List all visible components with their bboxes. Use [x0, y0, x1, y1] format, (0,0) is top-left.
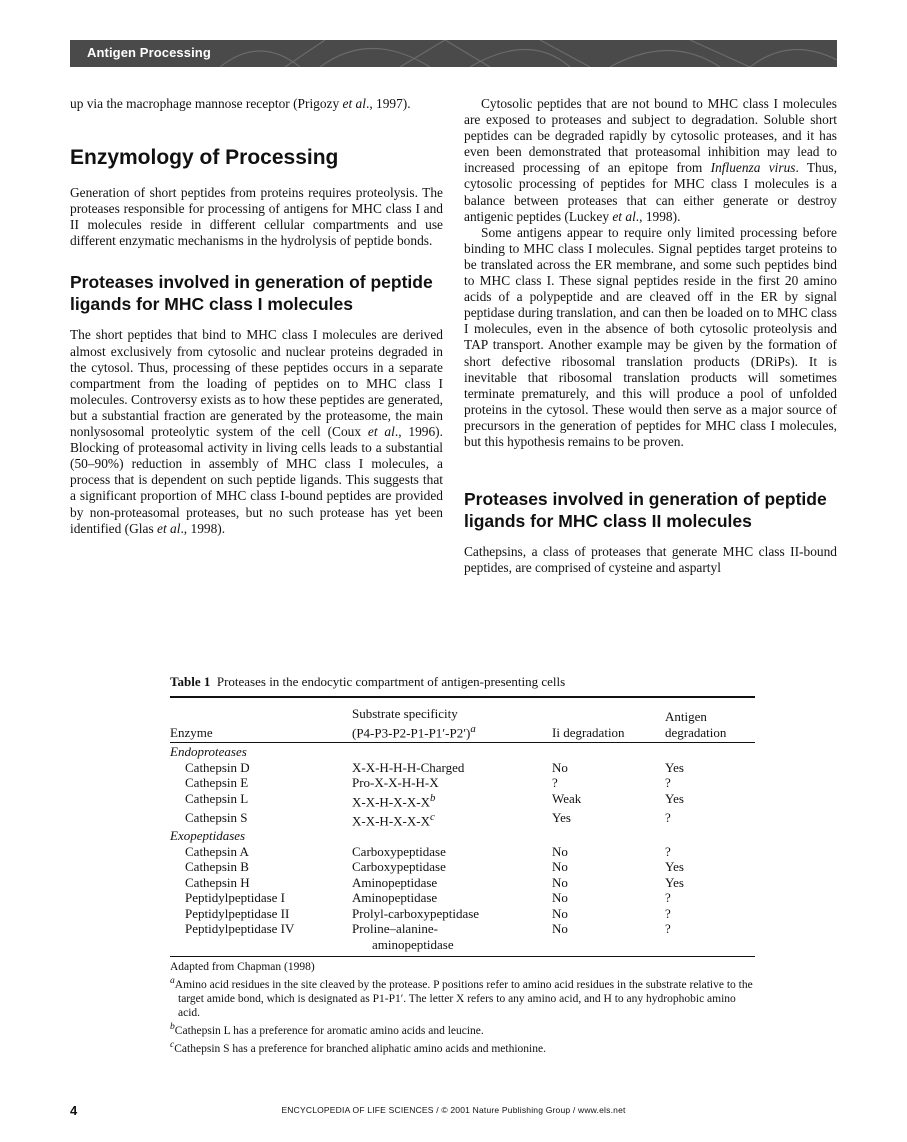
header-ii-degradation: Ii degradation	[552, 724, 625, 740]
subsection-title-class-i: Proteases involved in generation of peptide ligands for MHC class I molecules	[70, 272, 433, 315]
cell-ii-degradation: ?	[552, 775, 558, 791]
cell-substrate: X-X-H-H-H-Charged	[352, 759, 465, 775]
table-footnote: $^a$Amino acid residues in the site cleaved by the protease. P positions refer to amino acid residues in the substrate relative to the target amide bond, which is designated as P1-P1′. The letter X refers to any amino acid, and H to any hydrophobic amino acid.	[170, 975, 753, 1020]
subsection-paragraph: The short peptides that bind to MHC class I molecules are derived almost exclusively from cytosolic and nuclear proteins degraded in the cytosol. Thus, processing of these peptides occurs in a separate compartment from the loading of peptides on to MHC class I molecules. Controversy exists as to how these peptides are generated, but a substantial fraction are generated by the proteasome, the main nonlysosomal proteolytic system of the cell (Coux et al., 1996). Blocking of proteasomal activity in living cells leads to a substantial (50–90%) reduction in assembly of MHC class I molecules, a process that is dependent on such peptide ligands. This suggests that a significant proportion of MHC class I-bound peptides are provided by non-proteasomal proteases, but no such protease has yet been identified (Glas et al., 1998).	[70, 327, 443, 536]
section-paragraph: Generation of short peptides from proteins requires proteolysis. The proteases responsible for processing of antigens for MHC class I and II molecules reside in different cellular compartments and use different enzymatic mechanisms in the hydrolysis of peptide bonds.	[70, 185, 443, 249]
table-caption	[170, 674, 755, 690]
table-row	[170, 810, 755, 829]
table-group-row	[170, 828, 755, 844]
cell-ii-degradation: Yes	[552, 809, 571, 825]
section-title: Enzymology of Processing	[70, 146, 339, 170]
table-group-label: Endoproteases	[170, 744, 247, 760]
cell-ii-degradation: No	[552, 921, 568, 937]
table-label: Table 1	[170, 674, 211, 689]
right-paragraph-3: Cathepsins, a class of proteases that generate MHC class II-bound peptides, are comprised of cysteine and aspartyl	[464, 544, 837, 576]
right-column	[464, 96, 837, 576]
cell-enzyme: Cathepsin E	[185, 775, 249, 791]
table-row	[170, 791, 755, 810]
cell-antigen-degradation: ?	[665, 921, 671, 937]
intro-paragraph: up via the macrophage mannose receptor (Prigozy et al., 1997).	[70, 96, 411, 111]
subsection-title-class-ii: Proteases involved in generation of peptide ligands for MHC class II molecules	[464, 489, 827, 532]
cell-antigen-degradation: Yes	[665, 759, 684, 775]
cell-ii-degradation: Weak	[552, 790, 582, 806]
cell-antigen-degradation: ?	[665, 890, 671, 906]
page-number: 4	[70, 1103, 78, 1118]
cell-ii-degradation: No	[552, 905, 568, 921]
cell-antigen-degradation: Yes	[665, 859, 684, 875]
header-title: Antigen Processing	[87, 45, 211, 60]
header-substrate	[352, 698, 552, 741]
cell-enzyme: Peptidylpeptidase II	[185, 905, 290, 921]
cell-enzyme: Cathepsin D	[185, 759, 250, 775]
right-paragraph-1: Cytosolic peptides that are not bound to MHC class I molecules are exposed to proteases and subject to degradation. Soluble short peptides can be degraded rapidly by cytosolic proteases, and it has even been demonstrated that proteasomal inhibition may lead to increased processing of an epitope from Influenza virus. Thus, cytosolic processing of peptides for MHC class I molecules is a balance between proteases that can either generate or destroy antigenic peptides (Luckey et al., 1998).	[464, 96, 837, 224]
protease-table	[170, 698, 755, 952]
cell-antigen-degradation: ?	[665, 775, 671, 791]
cell-substrate: Carboxypeptidase	[352, 859, 446, 875]
table-footnote: $^b$Cathepsin L has a preference for aromatic amino acids and leucine.	[170, 1021, 484, 1038]
table-row	[170, 844, 755, 860]
cell-enzyme: Cathepsin S	[185, 809, 248, 825]
table-row	[170, 875, 755, 891]
cell-substrate: Carboxypeptidase	[352, 843, 446, 859]
cell-enzyme: Cathepsin H	[185, 874, 250, 890]
protease-table-block	[170, 674, 755, 1056]
cell-enzyme: Cathepsin B	[185, 859, 249, 875]
cell-enzyme: Peptidylpeptidase I	[185, 890, 286, 906]
cell-substrate: Pro-X-X-H-H-X	[352, 775, 439, 791]
table-row	[170, 921, 755, 952]
table-source-note: Adapted from Chapman (1998)	[170, 961, 315, 974]
header-antigen-degradation: Antigen degradation	[665, 709, 727, 740]
page-footer	[0, 1103, 907, 1119]
table-caption-text: Proteases in the endocytic compartment of antigen-presenting cells	[216, 674, 566, 689]
cell-ii-degradation: No	[552, 890, 568, 906]
cell-antigen-degradation: ?	[665, 809, 671, 825]
table-row	[170, 760, 755, 776]
cell-antigen-degradation: ?	[665, 843, 671, 859]
cell-enzyme: Cathepsin L	[185, 790, 249, 806]
table-footnote: $^c$Cathepsin S has a preference for branched aliphatic amino acids and methionine.	[170, 1039, 546, 1055]
cell-substrate: $X-X-H-X-X-X^c$	[352, 810, 435, 828]
cell-antigen-degradation: Yes	[665, 790, 684, 806]
left-column	[70, 96, 443, 537]
cell-ii-degradation: No	[552, 843, 568, 859]
cell-substrate: Prolyl-carboxypeptidase	[352, 905, 480, 921]
header-substrate-line2: $(P4-P3-P2-P1-P1'-P2')^a$	[352, 722, 476, 740]
table-group-label: Exopeptidases	[170, 828, 246, 844]
cell-enzyme: Cathepsin A	[185, 843, 249, 859]
table-bottom-rule	[170, 956, 755, 957]
table-body	[170, 743, 755, 952]
cell-substrate: Aminopeptidase	[352, 874, 438, 890]
cell-ii-degradation: No	[552, 759, 568, 775]
cell-ii-degradation: No	[552, 859, 568, 875]
cell-substrate: Proline–alanine- aminopeptidase	[352, 921, 454, 952]
cell-antigen-degradation: ?	[665, 905, 671, 921]
running-header	[70, 40, 837, 67]
table-group-row	[170, 743, 755, 760]
table-row	[170, 859, 755, 875]
right-paragraph-2: Some antigens appear to require only limited processing before binding to MHC class I molecules. Signal peptides target proteins to be translated across the ER membrane, and some such peptides bind to MHC class I. These signal peptides reside in the first 20 amino acids of a polypeptide and are cleaved off in the ER by signal peptidase during translation, and can then be loaded on to MHC class I molecules, even in the absence of both cytosolic proteolysis and TAP transport. Another example may be given by the formation of short defective ribosomal translation products (DRiPs). It is inevitable that ribosomal translation products will sometimes terminate prematurely, and this will produce a pool of unfolded proteins in the cytosol. These would then serve as a major source of precursors in the generation of peptides for MHC class I molecules, but this hypothesis remains to be proven.	[464, 224, 837, 449]
header-substrate-line1: Substrate specificity	[352, 706, 458, 721]
footer-text: ENCYCLOPEDIA OF LIFE SCIENCES / © 2001 Nature Publishing Group / www.els.net	[281, 1105, 626, 1115]
footnote-list	[170, 974, 755, 1055]
table-header-row	[170, 698, 755, 741]
table-footnotes	[170, 960, 755, 1055]
header-enzyme: Enzyme	[170, 724, 213, 740]
table-row	[170, 890, 755, 906]
cell-antigen-degradation: Yes	[665, 874, 684, 890]
cell-substrate: Aminopeptidase	[352, 890, 438, 906]
table-row	[170, 906, 755, 922]
table-row	[170, 775, 755, 791]
cell-enzyme: Peptidylpeptidase IV	[185, 921, 295, 937]
cell-substrate: $X-X-H-X-X-X^b$	[352, 791, 436, 810]
cell-ii-degradation: No	[552, 874, 568, 890]
